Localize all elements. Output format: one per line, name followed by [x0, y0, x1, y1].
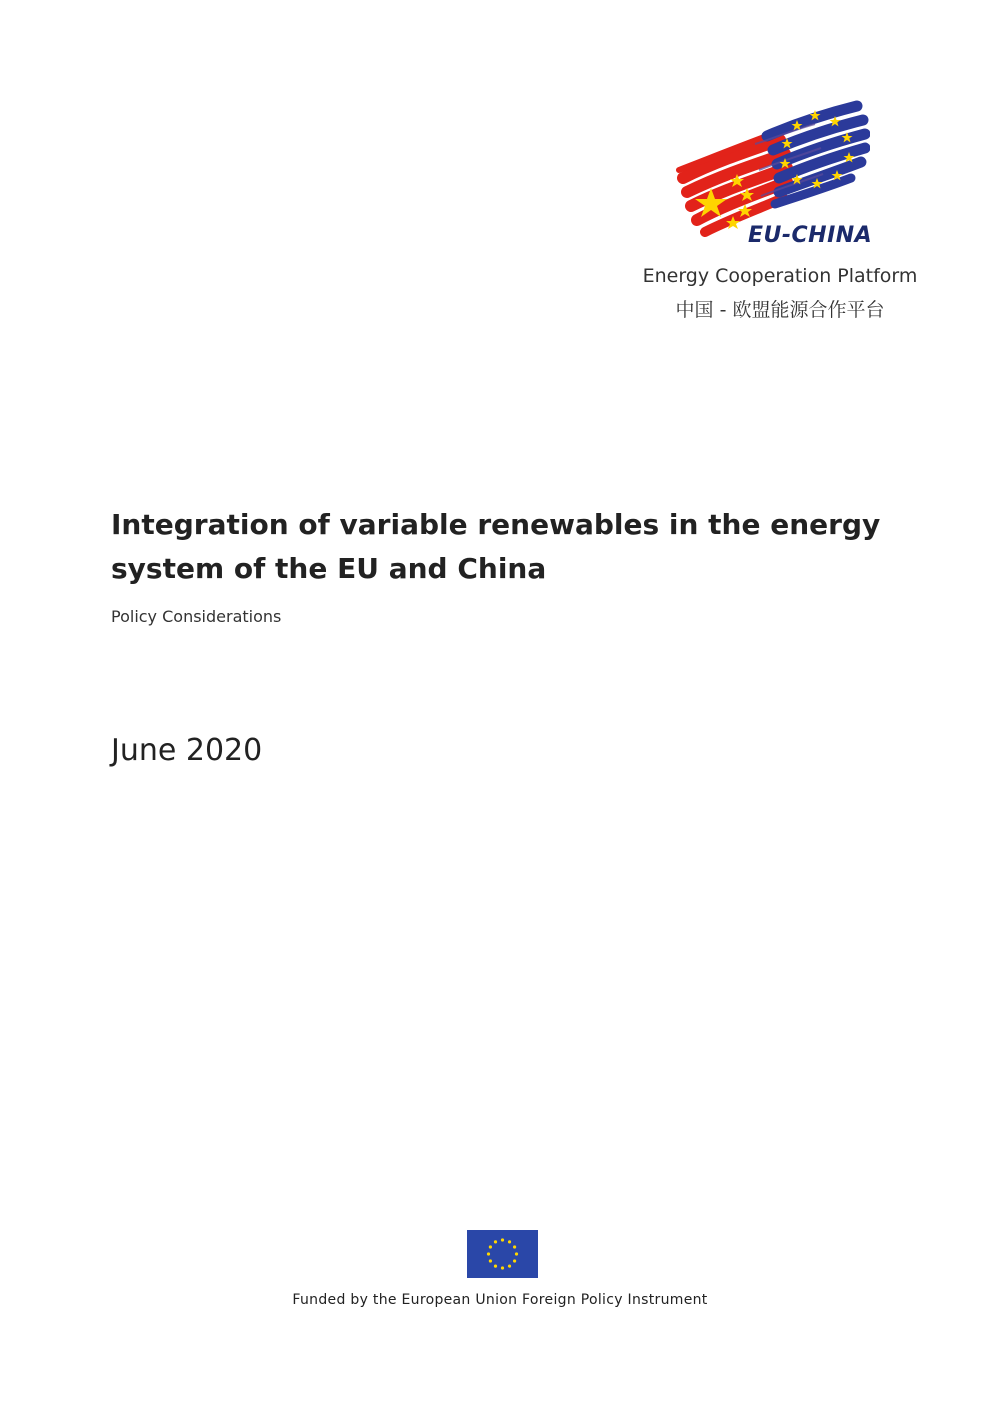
logo-subtitle-english: Energy Cooperation Platform [642, 265, 918, 287]
logo-subtitle-chinese: 中国 - 欧盟能源合作平台 [675, 299, 885, 321]
eu-china-logo [630, 95, 930, 325]
document-date: June 2020 [111, 733, 263, 768]
eu-flag-icon [467, 1230, 538, 1278]
logo-wordmark: EU-CHINA [748, 223, 873, 248]
funding-statement: Funded by the European Union Foreign Policy Instrument [292, 1292, 708, 1308]
document-title: Integration of variable renewables in the energy system of the EU and China [111, 508, 881, 585]
document-subtitle: Policy Considerations [111, 607, 282, 626]
